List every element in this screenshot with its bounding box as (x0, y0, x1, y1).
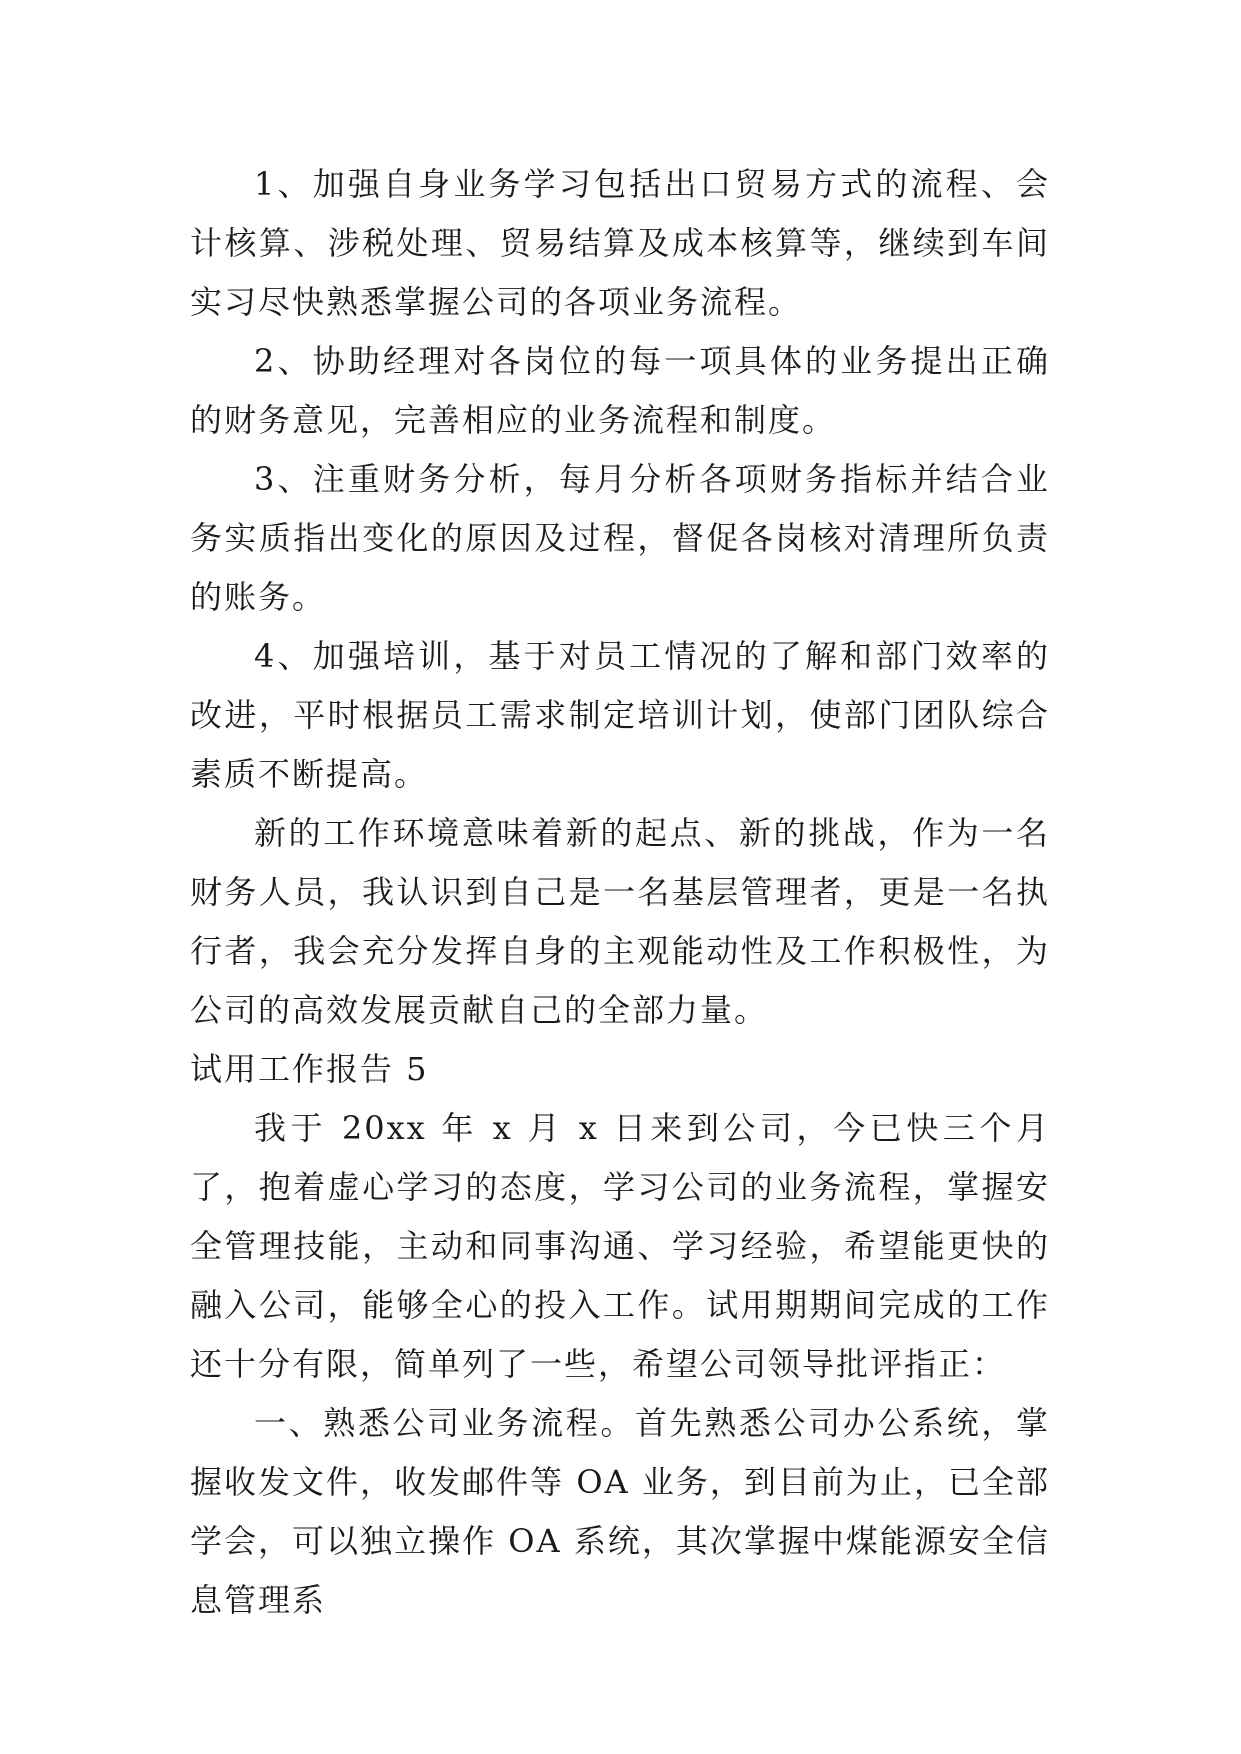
section-heading: 试用工作报告 5 (190, 1050, 429, 1088)
paragraph-item-2: 2、协助经理对各岗位的每一项具体的业务提出正确的财务意见，完善相应的业务流程和制度。 (190, 342, 1050, 439)
section-item-paragraph: 一、熟悉公司业务流程。首先熟悉公司办公系统，掌握收发文件，收发邮件等 OA 业务，到目前为止，已全部学会，可以独立操作 OA 系统，其次掌握中煤能源安全信息管理系 (190, 1404, 1050, 1619)
paragraph-item-1: 1、加强自身业务学习包括出口贸易方式的流程、会计核算、涉税处理、贸易结算及成本核算等，继续到车间实习尽快熟悉掌握公司的各项业务流程。 (190, 165, 1050, 321)
paragraph-conclusion: 新的工作环境意味着新的起点、新的挑战，作为一名财务人员，我认识到自己是一名基层管理者，更是一名执行者，我会充分发挥自身的主观能动性及工作积极性，为公司的高效发展贡献自己的全部力量。 (190, 814, 1050, 1029)
paragraph-item-3: 3、注重财务分析，每月分析各项财务指标并结合业务实质指出变化的原因及过程，督促各岗核对清理所负责的账务。 (190, 460, 1050, 616)
section-intro-paragraph: 我于 20xx 年 x 月 x 日来到公司，今已快三个月了，抱着虚心学习的态度，学习公司的业务流程，掌握安全管理技能，主动和同事沟通、学习经验，希望能更快的融入公司，能够全心的投入工作。试用期期间完成的工作还十分有限，简单列了一些，希望公司领导批评指正： (190, 1109, 1050, 1383)
paragraph-item-4: 4、加强培训，基于对员工情况的了解和部门效率的改进，平时根据员工需求制定培训计划，使部门团队综合素质不断提高。 (190, 637, 1050, 793)
document-body (190, 155, 1050, 1630)
